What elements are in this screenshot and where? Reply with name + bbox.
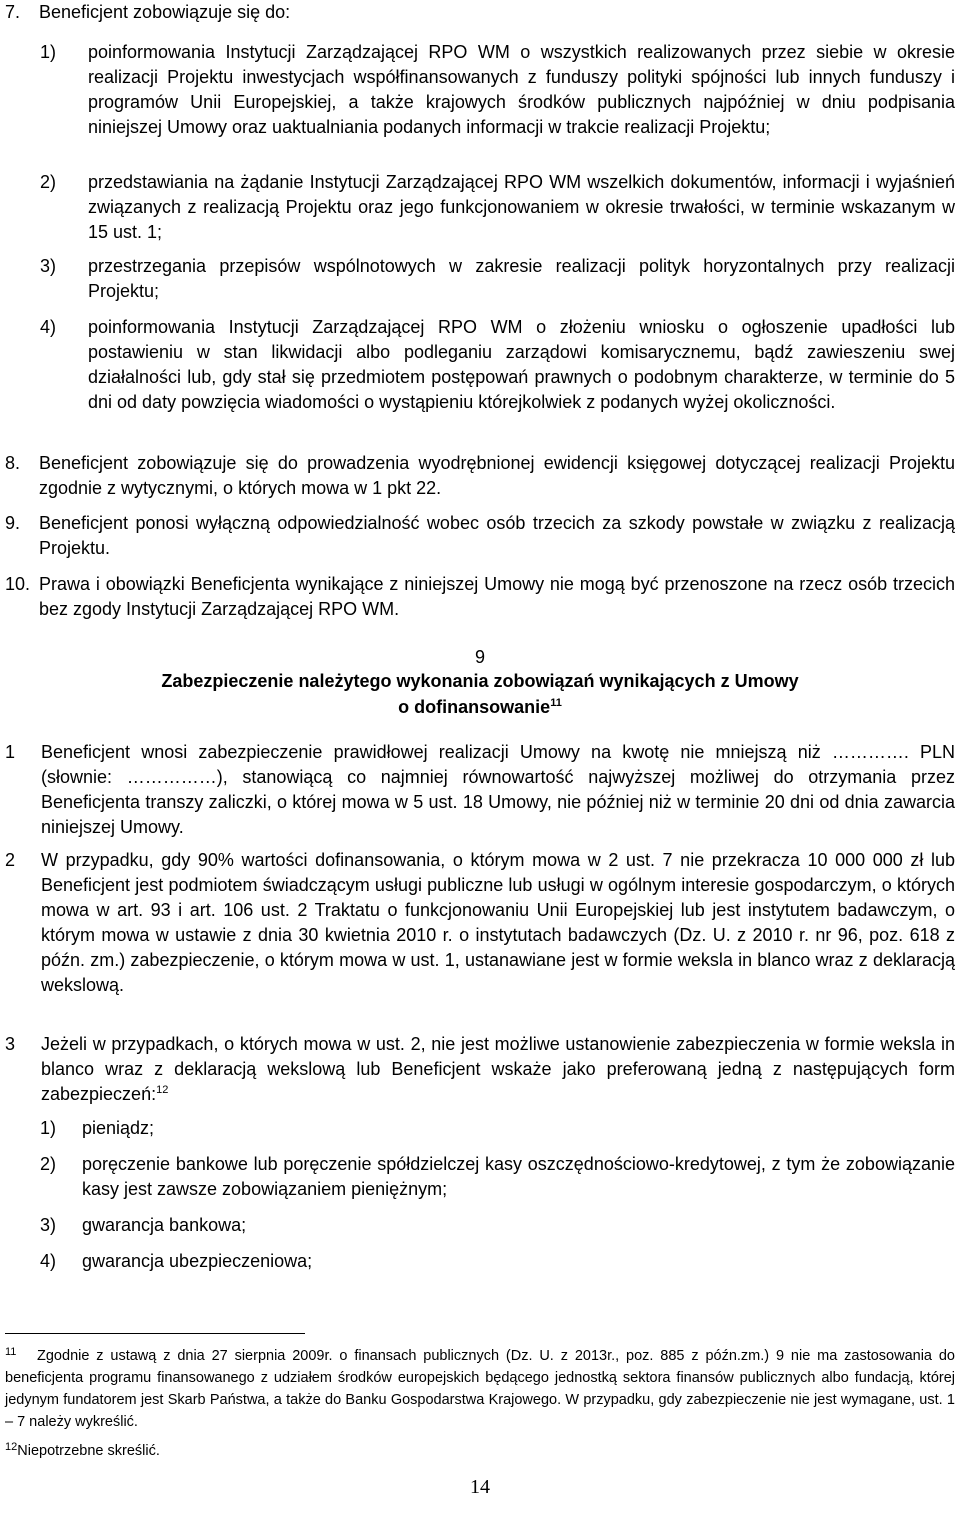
- list-item-text: pieniądz;: [82, 1118, 155, 1138]
- footnote-11: [5, 1345, 955, 1433]
- list-item-text: przedstawiania na żądanie Instytucji Zarządzającej RPO WM wszelkich dokumentów, informacji i wyjaśnień związanych z realizacją Projektu oraz jego funkcjonowaniem w okresie trwałości, w terminie wskazanym w 15 ust. 1;: [88, 172, 955, 242]
- list-item-text: poinformowania Instytucji Zarządzającej RPO WM o wszystkich realizowanych przez siebie w okresie realizacji Projektu inwestycjach współfinansowanych z funduszy polityki spójności lub innych funduszy i programów Unii Europejskiej, a także krajowych środków publicznych najpóźniej w dniu podpisania niniejszej Umowy oraz uaktualniania podanych informacji w trakcie realizacji Projektu;: [88, 42, 955, 137]
- section-title-line-2: [0, 694, 960, 721]
- list-item: [40, 1116, 955, 1141]
- clause-number: 2: [5, 850, 16, 870]
- clause-number: 1: [5, 742, 16, 762]
- list-item-number: 4): [40, 317, 57, 337]
- clause-1: [5, 740, 955, 840]
- clause-3: [5, 1032, 955, 1107]
- paragraph-text: Beneficjent zobowiązuje się do prowadzenia wyodrębnionej ewidencji księgowej dotyczącej realizacji Projektu zgodnie z wytycznymi, o których mowa w 1 pkt 22.: [39, 453, 955, 498]
- list-item: [40, 1213, 955, 1238]
- paragraph-number: 7.: [5, 2, 21, 22]
- footnote-12: [5, 1440, 955, 1462]
- clause-text: [41, 1032, 955, 1107]
- paragraph-8: [5, 451, 955, 501]
- clause-text: W przypadku, gdy 90% wartości dofinansowania, o którym mowa w 2 ust. 7 nie przekracza 10 000 000 zł lub Beneficjent jest podmiotem świadczącym usługi publiczne lub usługi w ogólnym interesie gospodarczym, o których mowa w art. 93 i art. 106 ust. 2 Traktatu o funkcjonowaniu Unii Europejskiej lub jest instytutem badawczym, o którym mowa w ustawie z dnia 30 kwietnia 2010 r. o instytutach badawczych (Dz. U. z 2010 r. nr 96, poz. 618 z późn. zm.) zabezpieczenie, o którym mowa w ust. 1, ustanawiane jest w formie weksla in blanco wraz z deklaracją wekslową.: [41, 850, 955, 995]
- page-number: 14: [470, 1476, 490, 1498]
- paragraph-text: Beneficjent zobowiązuje się do:: [39, 2, 291, 22]
- list-item: [40, 254, 955, 304]
- paragraph-9: [5, 511, 955, 561]
- list-item-number: 4): [40, 1251, 57, 1271]
- section-number: 9: [474, 647, 485, 667]
- list-item-text: poinformowania Instytucji Zarządzającej RPO WM o złożeniu wniosku o ogłoszenie upadłości lub postawieniu w stan likwidacji albo podleganiu zarządowi komisarycznemu, bądź zawieszeniu swej działalności lub, gdy stał się przedmiotem postępowań prawnych o podobnym charakterze, w terminie do 5 dni od daty powzięcia wiadomości o wystąpieniu którejkolwiek z podanych wyżej okoliczności.: [88, 317, 955, 412]
- list-item: [40, 1152, 955, 1202]
- paragraph-number: 10.: [5, 574, 31, 594]
- clause-text: Beneficjent wnosi zabezpieczenie prawidłowej realizacji Umowy na kwotę nie mniejszą niż …………. PLN (słownie: ……………), stanowiącą co najmniej równowartość najwyższej możliwej do otrzymania przez Beneficjenta transzy zaliczki, o której mowa w 5 ust. 18 Umowy, nie później niż w terminie 20 dni od dnia zawarcia niniejszej Umowy.: [41, 742, 955, 837]
- footnote-ref: 12: [156, 1084, 169, 1096]
- list-item-text: gwarancja ubezpieczeniowa;: [82, 1251, 313, 1271]
- footnote-number: 11: [5, 1346, 17, 1358]
- clause-text-body: Jeżeli w przypadkach, o których mowa w ust. 2, nie jest możliwe ustanowienie zabezpieczenia w formie weksla in blanco wraz z deklaracją wekslową lub Beneficjent wskaże jako preferowaną jedną z następujących form zabezpieczeń:: [41, 1034, 955, 1104]
- footnote-ref: 11: [550, 697, 562, 709]
- paragraph-10: [5, 572, 955, 622]
- list-item: [40, 315, 955, 415]
- list-item-number: 1): [40, 1118, 57, 1138]
- paragraph-text: Beneficjent ponosi wyłączną odpowiedzialność wobec osób trzecich za szkody powstałe w związku z realizacją Projektu.: [39, 513, 955, 558]
- list-item: [40, 40, 955, 140]
- clause-2: [5, 848, 955, 998]
- paragraph-number: 9.: [5, 513, 21, 533]
- section-title-line-1: Zabezpieczenie należytego wykonania zobowiązań wynikających z Umowy: [161, 671, 799, 691]
- list-item-text: przestrzegania przepisów wspólnotowych w zakresie realizacji polityk horyzontalnych przy realizacji Projektu;: [88, 256, 955, 301]
- list-item-number: 1): [40, 42, 57, 62]
- footnote-text: Zgodnie z ustawą z dnia 27 sierpnia 2009r. o finansach publicznych (Dz. U. z 2013r., poz. 885 z późn.zm.) 9 nie ma zastosowania do beneficjenta programu finansowanego z udziałem środków europejskich będącego jednostką sektora finansów publicznych albo fundacją, której jedynym fundatorem jest Skarb Państwa, a także do Banku Gospodarstwa Krajowego. W przypadku, gdy zabezpieczenie nie jest wymagane, ust. 1 – 7 należy wykreślić.: [5, 1348, 955, 1430]
- list-item: [40, 170, 955, 245]
- clause-number: 3: [5, 1034, 16, 1054]
- section-title-text: o dofinansowanie: [398, 697, 551, 717]
- list-item-text: gwarancja bankowa;: [82, 1215, 247, 1235]
- footnote-text: Niepotrzebne skreślić.: [17, 1443, 160, 1459]
- list-item-number: 2): [40, 1154, 57, 1174]
- footnote-number: 12: [5, 1441, 18, 1453]
- paragraph-number: 8.: [5, 453, 21, 473]
- footnote-separator: [5, 1333, 305, 1334]
- list-item-text: poręczenie bankowe lub poręczenie spółdzielczej kasy oszczędnościowo-kredytowej, z tym że zobowiązanie kasy jest zawsze zobowiązaniem pieniężnym;: [82, 1154, 955, 1199]
- paragraph-text: Prawa i obowiązki Beneficjenta wynikające z niniejszej Umowy nie mogą być przenoszone na rzecz osób trzecich bez zgody Instytucji Zarządzającej RPO WM.: [39, 574, 955, 619]
- paragraph-7: [5, 0, 955, 25]
- list-item-number: 3): [40, 256, 57, 276]
- list-item-number: 2): [40, 172, 57, 192]
- list-item: [40, 1249, 955, 1274]
- list-item-number: 3): [40, 1215, 57, 1235]
